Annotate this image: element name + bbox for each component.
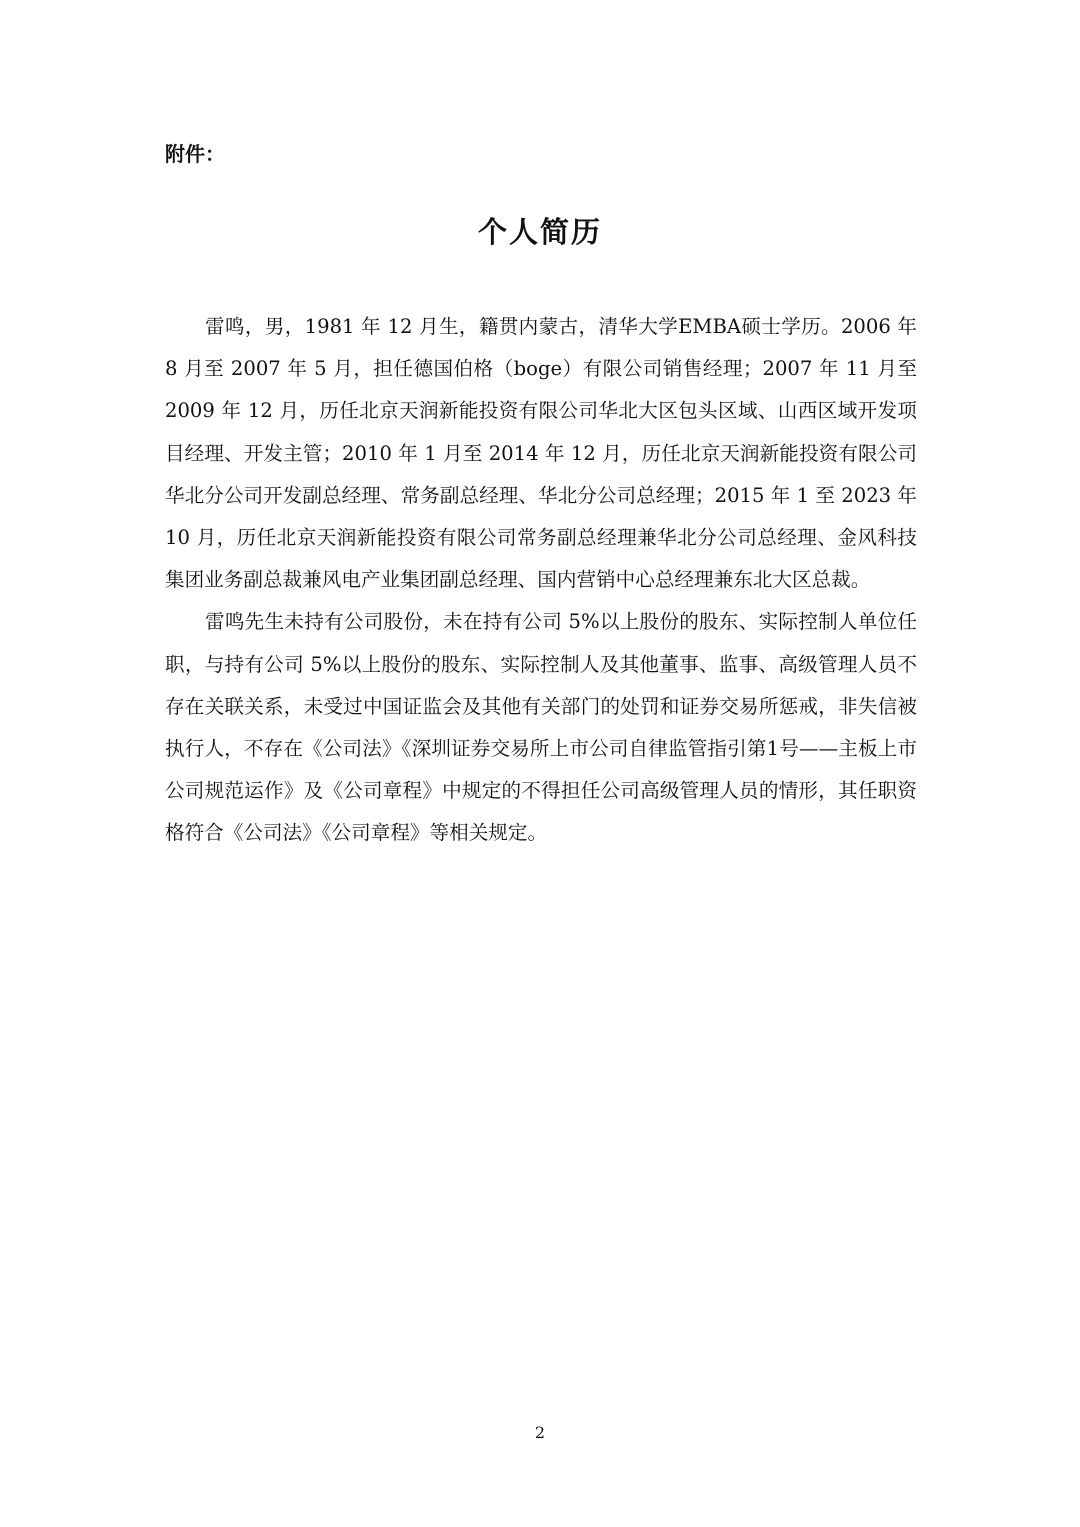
attachment-label: 附件： — [165, 142, 225, 166]
document-title: 个人简历 — [477, 215, 602, 249]
page-number: 2 — [534, 1423, 546, 1442]
paragraph-career: 雷鸣，男，1981 年 12 月生，籍贯内蒙古，清华大学EMBA硕士学历。2006 年 8 月至 2007 年 5 月，担任德国伯格（boge）有限公司销售经理；2007 年 11 月至 2009 年 12 月，历任北京天润新能投资有限公司华北大区包头区域、山西区域开发项目经理、开发主管；2010 年 1 月至 2014 年 12 月，历任北京天润新能投资有限公司华北分公司开发副总经理、常务副总经理、华北分公司总经理；2015 年 1 至 2023 年 10 月，历任北京天润新能投资有限公司常务副总经理兼华北分公司总经理、金风科技集团业务副总裁兼风电产业集团副总经理、国内营销中心总经理兼东北大区总裁。 — [165, 315, 917, 592]
paragraph-qualifications: 雷鸣先生未持有公司股份，未在持有公司 5%以上股份的股东、实际控制人单位任职，与持有公司 5%以上股份的股东、实际控制人及其他董事、监事、高级管理人员不存在关联关系，未受过中国证监会及其他有关部门的处罚和证券交易所惩戒，非失信被执行人，不存在《公司法》《深圳证券交易所上市公司自律监管指引第1号——主板上市公司规范运作》及《公司章程》中规定的不得担任公司高级管理人员的情形，其任职资格符合《公司法》《公司章程》等相关规定。 — [165, 610, 917, 845]
resume-body — [165, 306, 917, 855]
